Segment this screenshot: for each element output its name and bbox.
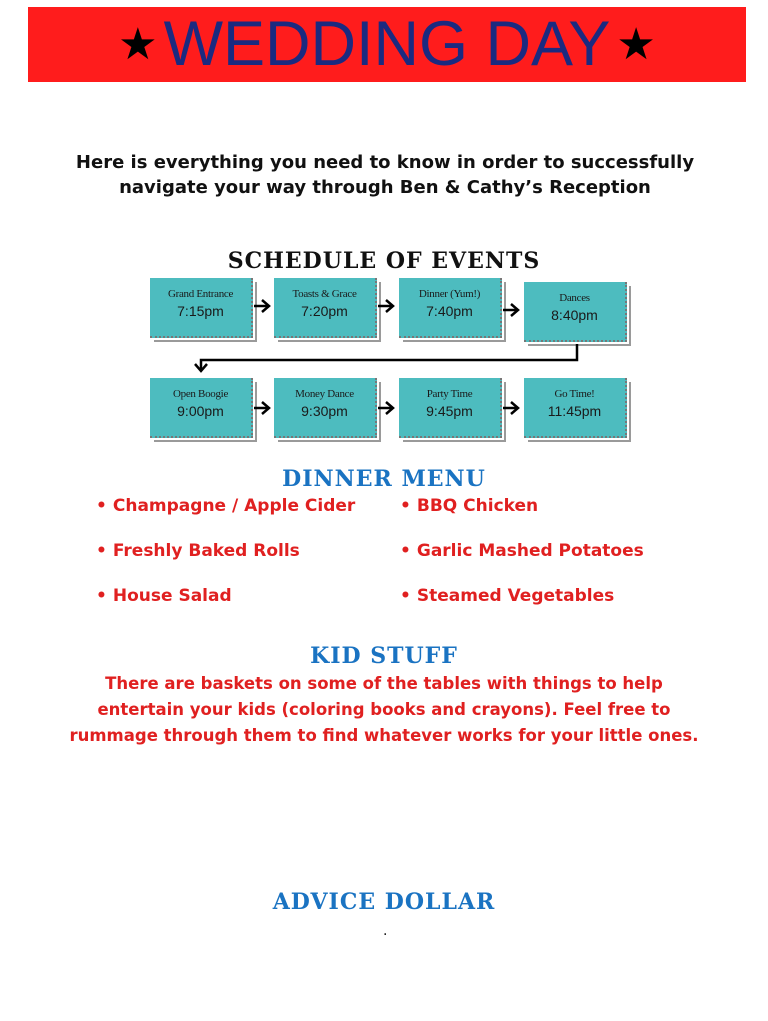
- menu-item-label: House Salad: [112, 586, 232, 606]
- star-icon-right: ★: [616, 18, 656, 70]
- event-box: [150, 378, 253, 438]
- event-time: 9:45pm: [426, 403, 473, 419]
- arrow-right-icon: [386, 300, 393, 312]
- kid-stuff-title: KID STUFF: [310, 643, 458, 669]
- event-box: [524, 378, 627, 438]
- menu-list-right: [400, 493, 644, 628]
- event-name: Money Dance: [295, 388, 354, 400]
- connector-arrow-icon: [201, 344, 577, 370]
- menu-item-label: Champagne / Apple Cider: [112, 496, 356, 516]
- event-box: [274, 278, 377, 338]
- star-icon-left: ★: [118, 18, 158, 70]
- connector-arrow-icon: [195, 364, 207, 371]
- dinner-menu-title: DINNER MENU: [282, 466, 486, 492]
- kid-stuff-line-1: There are baskets on some of the tables with things to help: [105, 674, 663, 693]
- menu-item: [400, 493, 644, 538]
- event-name: Go Time!: [554, 388, 595, 400]
- event-time: 7:15pm: [177, 303, 224, 319]
- arrow-right-icon: [262, 402, 269, 414]
- event-box: [399, 378, 502, 438]
- event-name: Party Time: [426, 388, 473, 400]
- bullet-icon: •: [400, 541, 411, 561]
- arrow-right-icon: [511, 402, 518, 414]
- menu-item-label: Garlic Mashed Potatoes: [416, 541, 644, 561]
- bullet-icon: •: [400, 586, 411, 606]
- event-name: Dinner (Yum!): [418, 288, 481, 300]
- bullet-icon: •: [96, 586, 107, 606]
- advice-dot: .: [383, 923, 388, 939]
- bullet-icon: •: [400, 496, 411, 516]
- schedule-title: SCHEDULE OF EVENTS: [227, 248, 541, 274]
- intro-line-2: navigate your way through Ben & Cathy’s Reception: [119, 177, 651, 198]
- menu-item: [400, 583, 644, 628]
- event-name: Toasts & Grace: [292, 288, 357, 300]
- bullet-icon: •: [96, 541, 107, 561]
- kid-stuff-line-3: rummage through them to find whatever works for your little ones.: [69, 726, 699, 745]
- menu-list-left: [96, 493, 355, 628]
- menu-item: [96, 583, 355, 628]
- advice-dollar-title: ADVICE DOLLAR: [272, 889, 496, 915]
- arrow-right-icon: [511, 304, 518, 316]
- event-box: [274, 378, 377, 438]
- arrow-right-icon: [386, 402, 393, 414]
- event-time: 11:45pm: [547, 403, 602, 419]
- arrow-right-icon: [262, 300, 269, 312]
- event-name: Open Boogie: [172, 388, 229, 400]
- intro-line-1: Here is everything you need to know in order to successfully: [75, 152, 695, 173]
- event-time: 7:40pm: [426, 303, 473, 319]
- kid-stuff-line-2: entertain your kids (coloring books and crayons). Feel free to: [97, 700, 671, 719]
- menu-item: [96, 538, 355, 583]
- event-box: [524, 282, 627, 342]
- event-box: [399, 278, 502, 338]
- menu-item: [96, 493, 355, 538]
- event-name: Dances: [559, 292, 590, 304]
- intro-text: [40, 150, 730, 200]
- title-banner: [28, 7, 746, 82]
- menu-item: [400, 538, 644, 583]
- event-box: [150, 278, 253, 338]
- menu-item-label: Steamed Vegetables: [416, 586, 615, 606]
- menu-item-label: Freshly Baked Rolls: [112, 541, 300, 561]
- kid-stuff-text: [60, 671, 708, 749]
- event-time: 7:20pm: [301, 303, 348, 319]
- event-time: 8:40pm: [551, 307, 598, 323]
- menu-item-label: BBQ Chicken: [416, 496, 539, 516]
- event-time: 9:00pm: [177, 403, 224, 419]
- event-name: Grand Entrance: [167, 288, 234, 300]
- bullet-icon: •: [96, 496, 107, 516]
- page-title: WEDDING DAY: [163, 9, 611, 79]
- event-time: 9:30pm: [301, 403, 348, 419]
